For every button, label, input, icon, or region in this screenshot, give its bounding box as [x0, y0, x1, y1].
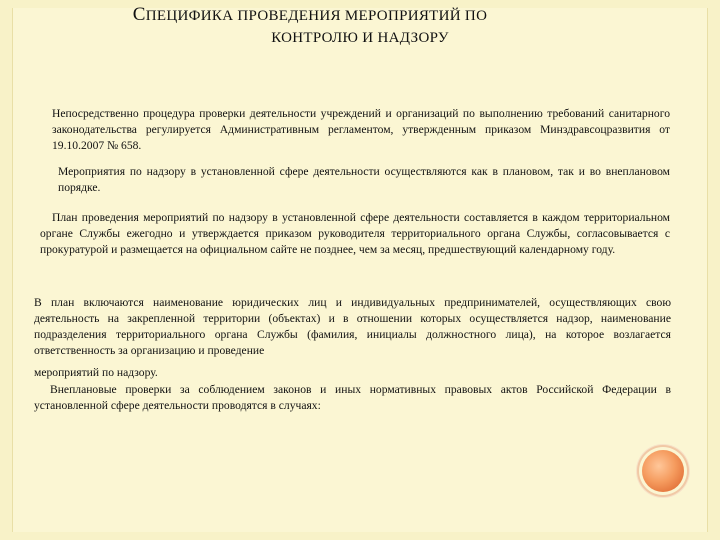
title-line-2: КОНТРОЛЮ И НАДЗОРУ — [271, 30, 449, 46]
paragraph-planned-unplanned: Мероприятия по надзору в установленной сфере деятельности осуществляются как в плановом, так и во внеплановом порядке. — [58, 165, 670, 194]
slide-title — [60, 4, 620, 49]
content-panel — [12, 8, 708, 532]
paragraph-regulation: Непосредственно процедура проверки деятельности учреждений и организаций по выполнению требований санитарного законодательства регулируется Административным регламентом, утвержденным приказом Минздравсоцразвития от 19.10.2007 № 658. — [52, 107, 670, 152]
paragraph-plan-contents-end: мероприятий по надзору. — [34, 366, 158, 379]
decorative-orb — [642, 450, 684, 492]
paragraph-annual-plan: План проведения мероприятий по надзору в установленной сфере деятельности составляется в каждом территориальном органе Службы ежегодно и утверждается приказом руководителя территориального органа Службы, согласовывается с прокуратурой и размещается на официальном сайте не позднее, чем за месяц, предшествующий календарному году. — [40, 211, 670, 256]
paragraph-unscheduled-inspections: Внеплановые проверки за соблюдением законов и иных нормативных правовых актов Российской Федерации в установленной сфере деятельности проводятся в случаях: — [34, 383, 671, 412]
title-initial-cap: С — [132, 4, 146, 25]
title-line-1-text: ПЕЦИФИКА ПРОВЕДЕНИЯ МЕРОПРИЯТИЙ ПО — [145, 8, 488, 24]
paragraph-plan-contents: В план включаются наименование юридических лиц и индивидуальных предпринимателей, осуществляющих свою деятельность на закрепленной территории (объектах) и в отношении которых осуществляется надзор, наименование подразделения территориального органа Службы (фамилия, инициалы должностного лица), на которое возлагается ответственность за организацию и проведение — [34, 296, 671, 357]
title-line-1 — [60, 4, 620, 27]
